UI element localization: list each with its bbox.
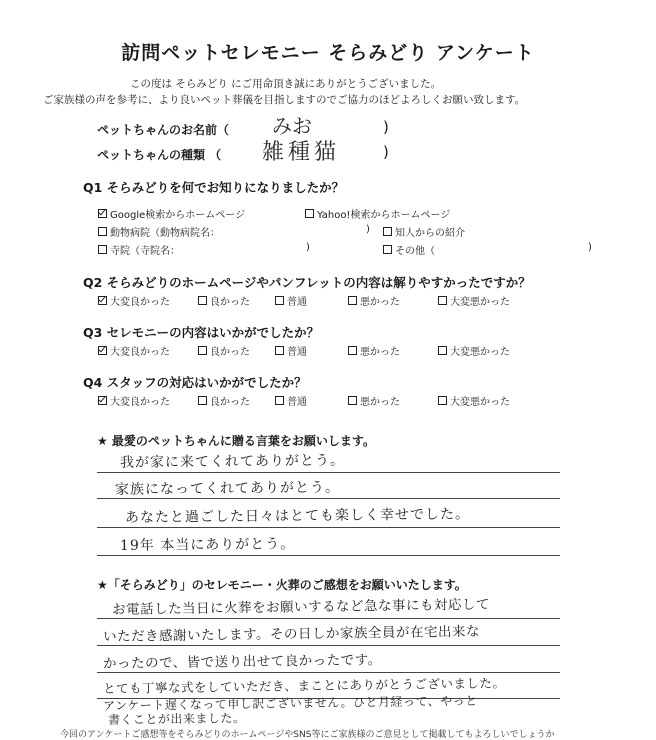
q2-option-bad[interactable]: 悪かった: [348, 293, 400, 308]
checkbox-checked-icon[interactable]: [98, 209, 107, 218]
message-line-2[interactable]: 家族になってくれてありがとう。: [114, 479, 341, 498]
message-section-title: ★ 最愛のペットちゃんに贈る言葉をお願いします。: [97, 434, 375, 448]
message-line-1[interactable]: 我が家に来てくれてありがとう。: [119, 452, 346, 471]
q2-option-normal[interactable]: 普通: [275, 293, 307, 308]
pet-name-label: ペットちゃんのお名前（: [97, 123, 230, 137]
message-line-3[interactable]: あなたと過ごした日々はとても楽しく幸せでした。: [124, 506, 471, 526]
q4-option-very-good[interactable]: 大変良かった: [98, 393, 170, 408]
survey-title: 訪問ペットセレモニー そらみどり アンケート: [121, 42, 535, 64]
impression-ruled-line: [97, 645, 560, 646]
checkbox-icon[interactable]: [383, 227, 392, 236]
checkbox-icon[interactable]: [198, 396, 207, 405]
q1-option-other[interactable]: その他（: [383, 242, 435, 257]
impression-line-3[interactable]: かったので、皆で送り出せて良かったです。: [102, 652, 382, 672]
q1-option-animal-hospital[interactable]: 動物病院（動物病院名：: [98, 224, 220, 239]
checkbox-icon[interactable]: [383, 245, 392, 254]
q1-option-temple[interactable]: 寺院（寺院名：: [98, 242, 180, 257]
checkbox-icon[interactable]: [275, 346, 284, 355]
message-ruled-line: [97, 555, 560, 556]
q1-question: Q1 そらみどりを何でお知りになりましたか？: [83, 180, 345, 195]
message-ruled-line: [97, 472, 560, 473]
q4-option-good[interactable]: 良かった: [198, 393, 250, 408]
q3-option-normal[interactable]: 普通: [275, 343, 307, 358]
impression-line-5[interactable]: アンケート遅くなって申し訳ございません。ひと月経って、やっと: [102, 693, 478, 713]
q1-option-google[interactable]: Google検索からホームページ: [98, 206, 245, 221]
q1-option-yahoo[interactable]: Yahoo!検索からホームページ: [305, 206, 450, 221]
checkbox-icon[interactable]: [275, 296, 284, 305]
q1-option-referral[interactable]: 知人からの紹介: [383, 224, 465, 239]
checkbox-checked-icon[interactable]: [98, 296, 107, 305]
checkbox-checked-icon[interactable]: [98, 346, 107, 355]
impression-section-title: ★「そらみどり」のセレモニー・火葬のご感想をお願いいたします。: [97, 578, 467, 592]
checkbox-icon[interactable]: [275, 396, 284, 405]
intro-line-2: ご家族様の声を参考に、より良いペット葬儀を目指しますのでご協力のほどよろしくお願い致します。: [43, 94, 526, 106]
checkbox-icon[interactable]: [98, 245, 107, 254]
checkbox-icon[interactable]: [198, 346, 207, 355]
pet-name-value[interactable]: みお: [272, 114, 312, 138]
pet-type-value[interactable]: 雑種猫: [262, 140, 341, 165]
q3-option-very-good[interactable]: 大変良かった: [98, 343, 170, 358]
pet-type-label: ペットちゃんの種類 （: [97, 148, 222, 162]
q4-option-normal[interactable]: 普通: [275, 393, 307, 408]
message-line-4[interactable]: 19年 本当にありがとう。: [119, 536, 296, 554]
checkbox-checked-icon[interactable]: [98, 396, 107, 405]
checkbox-icon[interactable]: [348, 396, 357, 405]
q2-option-very-bad[interactable]: 大変悪かった: [438, 293, 510, 308]
impression-line-4[interactable]: とても丁寧な式をしていただき、まことにありがとうございました。: [102, 675, 506, 696]
q3-option-bad[interactable]: 悪かった: [348, 343, 400, 358]
message-ruled-line: [97, 527, 560, 528]
pet-type-close-paren: ): [383, 143, 389, 161]
checkbox-icon[interactable]: [348, 346, 357, 355]
intro-line-1: この度は そらみどり にご用命頂き誠にありがとうございました。: [130, 78, 442, 90]
impression-line-1[interactable]: お電話した当日に火葬をお願いするなど急な事にも対応して: [111, 596, 491, 618]
q4-question: Q4 スタッフの対応はいかがでしたか？: [83, 375, 307, 390]
q4-option-bad[interactable]: 悪かった: [348, 393, 400, 408]
checkbox-icon[interactable]: [438, 396, 447, 405]
checkbox-icon[interactable]: [438, 296, 447, 305]
q4-option-very-bad[interactable]: 大変悪かった: [438, 393, 510, 408]
q2-question: Q2 そらみどりのホームページやパンフレットの内容は解りやすかったですか？: [83, 275, 531, 290]
q2-option-very-good[interactable]: 大変良かった: [98, 293, 170, 308]
q1-hospital-close-paren: ): [366, 224, 370, 235]
q3-option-good[interactable]: 良かった: [198, 343, 250, 358]
q1-other-close-paren: ): [588, 242, 592, 253]
q3-option-very-bad[interactable]: 大変悪かった: [438, 343, 510, 358]
checkbox-icon[interactable]: [438, 346, 447, 355]
impression-ruled-line: [97, 618, 560, 619]
impression-line-2[interactable]: いただき感謝いたします。その日しか家族全員が在宅出来な: [102, 623, 481, 645]
impression-line-6[interactable]: 書くことが出来ました。: [107, 711, 246, 727]
pet-name-close-paren: ): [383, 118, 389, 136]
checkbox-icon[interactable]: [348, 296, 357, 305]
checkbox-icon[interactable]: [98, 227, 107, 236]
footer-note: 今回のアンケートご感想等をそらみどりのホームページやSNS等にご家族様のご意見として掲載してもよろしいでしょうか: [60, 730, 555, 740]
q2-option-good[interactable]: 良かった: [198, 293, 250, 308]
q3-question: Q3 セレモニーの内容はいかがでしたか？: [83, 325, 320, 340]
checkbox-icon[interactable]: [198, 296, 207, 305]
checkbox-icon[interactable]: [305, 209, 314, 218]
q1-temple-close-paren: ): [306, 242, 310, 253]
